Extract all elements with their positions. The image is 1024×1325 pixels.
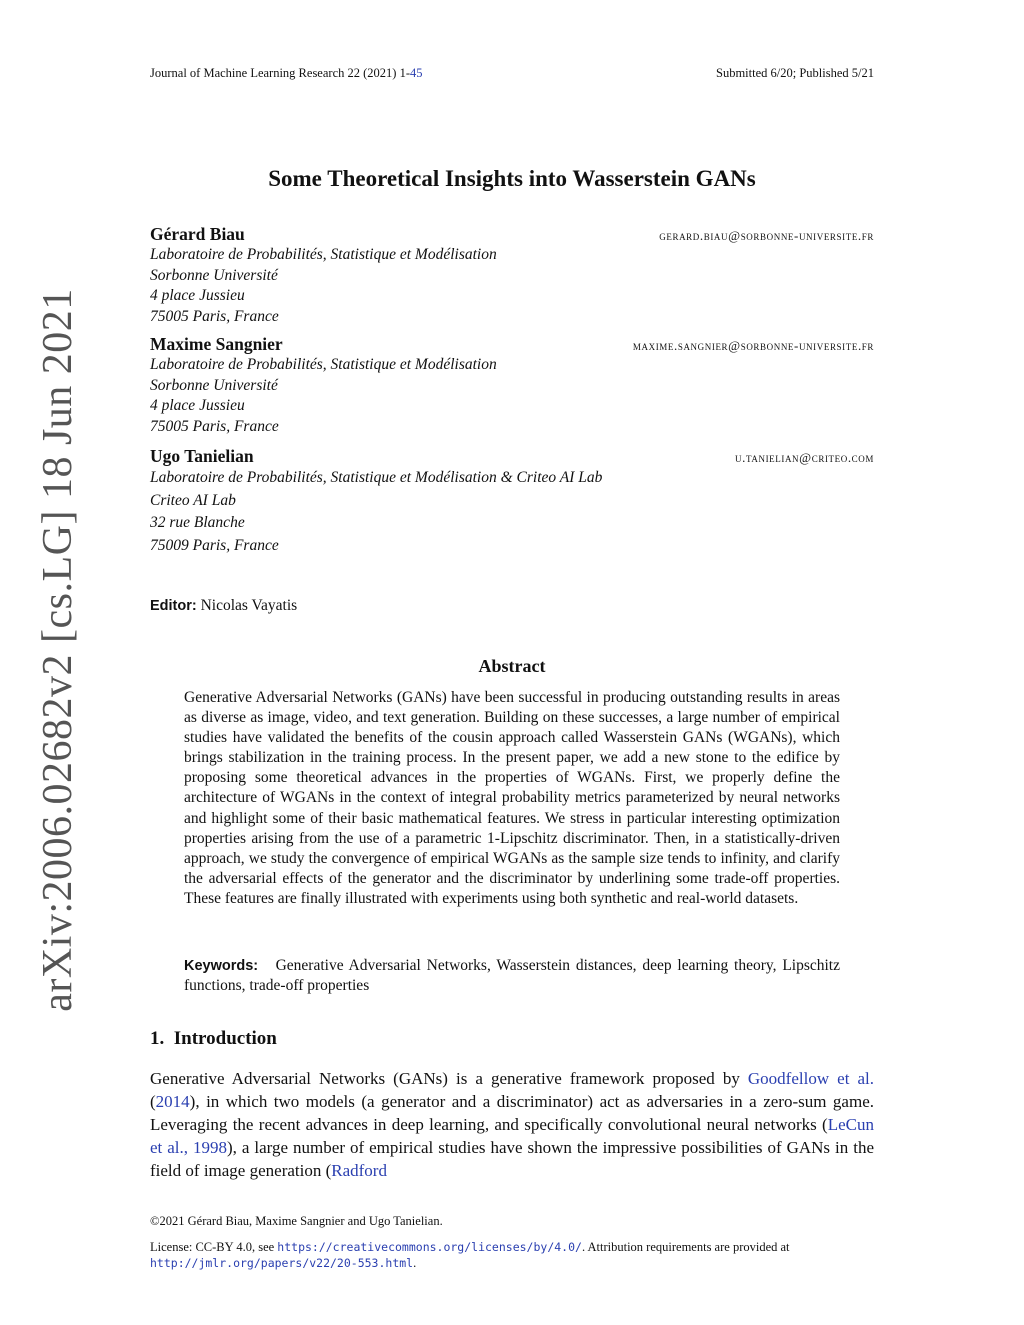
intro-text: ), a large number of empirical studies have shown the impressive possibilities of GANs in the field of image generation ( — [150, 1137, 874, 1180]
citation-link[interactable]: 2014 — [155, 1091, 190, 1111]
affiliation-line: Laboratoire de Probabilités, Statistique et Modélisation & Criteo AI Lab — [150, 469, 603, 486]
affiliation-line: 75009 Paris, France — [150, 536, 279, 554]
affiliation-line: Sorbonne Université — [150, 376, 278, 394]
affiliation-line: Sorbonne Université — [150, 266, 278, 284]
affiliation-line: Laboratoire de Probabilités, Statistique et Modélisation — [150, 246, 497, 263]
abstract-text: Generative Adversarial Networks (GANs) have been successful in producing outstanding results in areas as diverse as image, video, and text generation. Building on these successes, a large number of empirical studies have validated the benefits of the cousin approach called Wasserstein GANs (WGANs), which brings stabilization in the training process. In the present paper, we add a new stone to the edifice by proposing some theoretical advances in the properties of WGANs. First, we properly define the architecture of WGANs in the context of integral probability metrics parameterized by neural networks and highlight some of their basic mathematical features. We stress in particular interesting optimization properties arising from the use of a parametric 1-Lipschitz discriminator. Then, in a statistically-driven approach, we study the convergence of empirical WGANs as the sample size tends to infinity, and clarify the adversarial effects of the generator and the discriminator by underlining some trade-off properties. These features are finally illustrated with experiments using both synthetic and real-world datasets. — [184, 689, 840, 907]
section-number: 1. — [150, 1028, 165, 1049]
journal-info — [150, 66, 422, 81]
license-text: . Attribution requirements are provided at — [581, 1240, 790, 1254]
journal-name: Journal of Machine Learning Research 22 (2021) 1- — [150, 66, 410, 80]
affiliation-line: Laboratoire de Probabilités, Statistique et Modélisation — [150, 356, 497, 373]
license-text: License: CC-BY 4.0, see — [150, 1240, 278, 1254]
keywords — [184, 956, 840, 996]
editor-label: Editor: — [150, 598, 197, 614]
editor-name: Nicolas Vayatis — [200, 597, 298, 614]
publication-dates: Submitted 6/20; Published 5/21 — [716, 66, 874, 80]
section-title: Introduction — [173, 1028, 277, 1049]
author-name: Ugo Tanielian — [150, 446, 254, 466]
author-email[interactable]: maxime.sangnier@sorbonne-universite.fr — [632, 338, 874, 353]
keywords-label: Keywords: — [184, 958, 259, 974]
citation-link[interactable]: Goodfellow et al. — [747, 1069, 874, 1088]
intro-text: Generative Adversarial Networks (GANs) is a generative framework proposed by — [150, 1069, 748, 1088]
author-block — [150, 334, 874, 437]
author-name: Maxime Sangnier — [150, 334, 283, 354]
copyright-notice: ©2021 Gérard Biau, Maxime Sangnier and Ugo Tanielian. — [150, 1214, 443, 1228]
author-block — [150, 224, 874, 327]
license-notice — [150, 1239, 874, 1271]
license-url-link[interactable]: https://creativecommons.org/licenses/by/4.0/ — [277, 1240, 582, 1254]
last-page-link[interactable]: 45 — [409, 66, 423, 80]
affiliation-line: 4 place Jussieu — [150, 287, 245, 304]
intro-text: ), in which two models (a generator and a discriminator) act as adversaries in a zero-sum game. Leveraging the recent advances in deep learning, and specifically convolutional neural networks ( — [150, 1091, 874, 1134]
affiliation-line: 32 rue Blanche — [150, 514, 245, 531]
citation-link[interactable]: Radford — [331, 1160, 387, 1180]
author-block — [150, 446, 874, 557]
intro-paragraph — [150, 1068, 874, 1183]
paper-title: Some Theoretical Insights into Wasserstein GANs — [268, 166, 756, 191]
intro-text: ( — [150, 1091, 156, 1111]
author-email[interactable]: u.tanielian@criteo.com — [735, 450, 874, 465]
license-text: . — [413, 1256, 417, 1270]
abstract-heading: Abstract — [478, 656, 546, 676]
author-name: Gérard Biau — [150, 224, 245, 244]
keywords-text: Generative Adversarial Networks, Wasserstein distances, deep learning theory, Lipschitz functions, trade-off properties — [184, 957, 840, 995]
affiliation-line: 75005 Paris, France — [150, 417, 279, 435]
affiliation-line: 4 place Jussieu — [150, 397, 245, 414]
citation-link[interactable]: LeCun et al., 1998 — [150, 1114, 874, 1157]
attribution-url-link[interactable]: http://jmlr.org/papers/v22/20-553.html — [150, 1256, 414, 1270]
affiliation-line: 75005 Paris, France — [150, 307, 279, 325]
section-heading — [150, 1028, 277, 1050]
editor-line — [150, 597, 297, 615]
author-email[interactable]: gerard.biau@sorbonne-universite.fr — [659, 228, 874, 243]
affiliation-line: Criteo AI Lab — [150, 491, 236, 509]
arxiv-identifier: arXiv:2006.02682v2 [cs.LG] 18 Jun 2021 — [35, 288, 81, 1012]
